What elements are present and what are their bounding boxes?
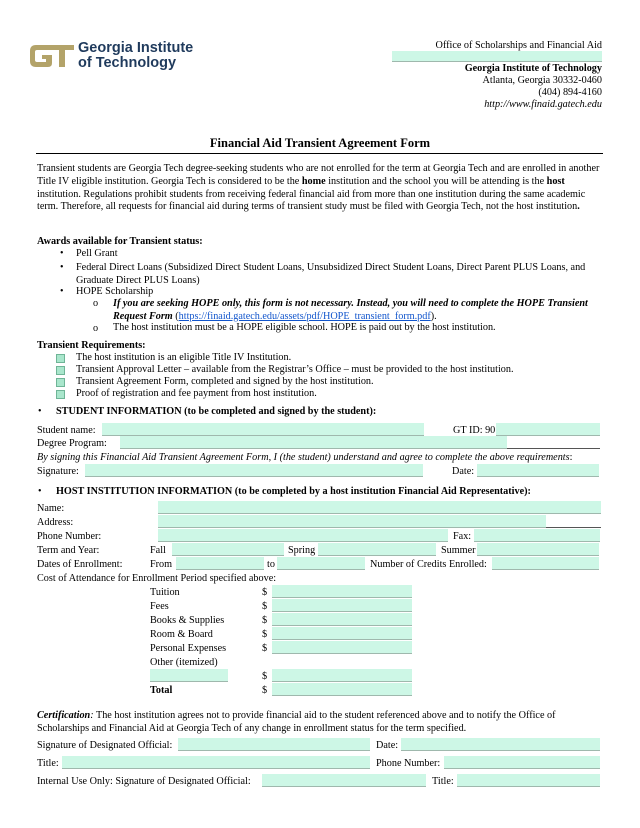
student-date-field[interactable] xyxy=(477,464,599,477)
to-label: to xyxy=(267,559,275,570)
host-address-field[interactable] xyxy=(158,515,546,528)
to-date-field[interactable] xyxy=(277,557,365,570)
institution-name: Georgia Institute of Technology xyxy=(464,63,602,74)
host-fax-label: Fax: xyxy=(453,531,472,542)
title-rule xyxy=(36,153,603,154)
official-signature-label: Signature of Designated Official: xyxy=(37,740,173,751)
sub-bullet: o xyxy=(93,323,99,334)
summer-field[interactable] xyxy=(477,543,599,556)
institution-phone: (404) 894-4160 xyxy=(538,87,602,98)
credits-field[interactable] xyxy=(492,557,599,570)
cost-item-label: Books & Supplies xyxy=(150,615,225,626)
cost-item-label: Fees xyxy=(150,601,169,612)
dollar-sign: $ xyxy=(262,643,268,654)
dollar-sign: $ xyxy=(262,601,268,612)
awards-heading: Awards available for Transient status: xyxy=(37,236,203,247)
dollar-sign: $ xyxy=(262,587,268,598)
official-phone-label: Phone Number: xyxy=(376,758,441,769)
requirement-checkbox[interactable] xyxy=(56,354,65,363)
award-item: Pell Grant xyxy=(76,248,118,259)
spring-field[interactable] xyxy=(318,543,436,556)
hope-form-link[interactable]: https://finaid.gatech.edu/assets/pdf/HOPE_transient_form.pdf xyxy=(178,310,431,322)
requirement-item: Transient Agreement Form, completed and signed by the host institution. xyxy=(76,376,374,387)
logo-line-2: of Technology xyxy=(78,55,177,71)
internal-signature-field[interactable] xyxy=(262,774,426,787)
degree-program-field[interactable] xyxy=(120,436,507,449)
degree-program-label: Degree Program: xyxy=(37,438,107,449)
dollar-sign: $ xyxy=(262,629,268,640)
bullet: • xyxy=(60,248,64,259)
student-statement: By signing this Financial Aid Transient Agreement Form, I (the student) understand and agree to complete the above requirements: xyxy=(37,452,573,463)
bullet: • xyxy=(38,486,42,497)
cost-item-label: Room & Board xyxy=(150,629,213,640)
logo-line-1: Georgia Institute xyxy=(78,40,194,56)
student-signature-label: Signature: xyxy=(37,466,79,477)
award-item: Federal Direct Loans (Subsidized Direct Student Loans, Unsubsidized Direct Student Loans, Direct Parent PLUS Loans, and Graduate Direct PLUS Loans) xyxy=(76,262,586,286)
official-signature-field[interactable] xyxy=(178,738,370,751)
degree-program-line xyxy=(507,448,600,449)
official-date-label: Date: xyxy=(376,740,399,751)
coa-label: Cost of Attendance for Enrollment Period specified above: xyxy=(37,573,277,584)
books-supplies-field[interactable] xyxy=(272,613,412,626)
from-label: From xyxy=(150,559,173,570)
other-itemized-label: Other (itemized) xyxy=(150,657,218,668)
gt-id-field[interactable] xyxy=(496,423,600,436)
host-phone-label: Phone Number: xyxy=(37,531,102,542)
requirement-item: Proof of registration and fee payment from host institution. xyxy=(76,388,317,399)
certification-text: Certification: The host institution agrees not to provide financial aid to the student referenced above and to notify the Office of Scholarships and Financial Aid at Georgia Tech of any change in enrollment status for the term specified. xyxy=(37,710,556,734)
award-item: HOPE Scholarship xyxy=(76,286,154,297)
institution-city: Atlanta, Georgia 30332-0460 xyxy=(482,75,602,86)
host-heading: HOST INSTITUTION INFORMATION (to be completed by a host institution Financial Aid Representative): xyxy=(56,486,531,497)
gt-logo-mark-icon xyxy=(30,43,74,69)
requirement-checkbox[interactable] xyxy=(56,366,65,375)
bullet: • xyxy=(60,286,64,297)
dollar-sign: $ xyxy=(262,671,268,682)
hope-eligible-note: The host institution must be a HOPE eligible school. HOPE is paid out by the host institution. xyxy=(113,322,496,333)
official-title-label: Title: xyxy=(37,758,59,769)
internal-title-field[interactable] xyxy=(457,774,600,787)
from-date-field[interactable] xyxy=(176,557,264,570)
hope-note: If you are seeking HOPE only, this form is not necessary. Instead, you will need to complete the HOPE Transient Request Form (https://finaid.gatech.edu/assets/pdf/HOPE_transient_form.pdf). xyxy=(113,298,588,322)
summer-label: Summer xyxy=(441,545,476,556)
internal-signature-label: Internal Use Only: Signature of Designated Official: xyxy=(37,776,251,787)
other-item-name-field[interactable] xyxy=(150,669,228,682)
other-amount-field[interactable] xyxy=(272,669,412,682)
student-signature-field[interactable] xyxy=(85,464,423,477)
student-name-field[interactable] xyxy=(102,423,424,436)
office-field[interactable] xyxy=(392,51,602,62)
host-phone-field[interactable] xyxy=(158,529,448,542)
requirement-checkbox[interactable] xyxy=(56,390,65,399)
student-heading: STUDENT INFORMATION (to be completed and signed by the student): xyxy=(56,406,377,417)
host-name-label: Name: xyxy=(37,503,65,514)
student-name-label: Student name: xyxy=(37,425,96,436)
fall-field[interactable] xyxy=(172,543,284,556)
dates-enrollment-label: Dates of Enrollment: xyxy=(37,559,123,570)
fees-field[interactable] xyxy=(272,599,412,612)
host-name-field[interactable] xyxy=(158,501,601,514)
dollar-sign: $ xyxy=(262,615,268,626)
bullet: • xyxy=(60,262,64,273)
cost-item-label: Tuition xyxy=(150,587,180,598)
host-address-label: Address: xyxy=(37,517,74,528)
internal-title-label: Title: xyxy=(432,776,454,787)
tuition-field[interactable] xyxy=(272,585,412,598)
personal-expenses-field[interactable] xyxy=(272,641,412,654)
form-title: Financial Aid Transient Agreement Form xyxy=(209,136,431,150)
term-year-label: Term and Year: xyxy=(37,545,100,556)
total-label: Total xyxy=(150,685,173,696)
student-date-label: Date: xyxy=(452,466,475,477)
credits-label: Number of Credits Enrolled: xyxy=(370,559,487,570)
host-address-line xyxy=(546,527,601,528)
intro-paragraph: Transient students are Georgia Tech degree-seeking students who are not enrolled for the term at Georgia Tech and are enrolled in another Title IV eligible institution. Georgia Tech is considered to be the home institution and the school you will be attending is the host institution. Regulations prohibit students from receiving federal financial aid from more than one institution during the same academic term. Therefore, all requests for financial aid during terms of transient study must be filed with Georgia Tech, not the host institution. xyxy=(37,163,600,213)
bullet: • xyxy=(38,406,42,417)
gt-id-label: GT ID: 90 xyxy=(453,425,496,436)
fall-label: Fall xyxy=(150,545,166,556)
requirements-heading: Transient Requirements: xyxy=(37,340,146,351)
official-date-field[interactable] xyxy=(401,738,600,751)
total-field[interactable] xyxy=(272,683,412,696)
host-fax-field[interactable] xyxy=(474,529,600,542)
room-board-field[interactable] xyxy=(272,627,412,640)
gt-logo xyxy=(30,40,210,74)
spring-label: Spring xyxy=(288,545,316,556)
sub-bullet: o xyxy=(93,298,99,309)
requirement-checkbox[interactable] xyxy=(56,378,65,387)
official-title-field[interactable] xyxy=(62,756,370,769)
requirement-item: Transient Approval Letter – available from the Registrar’s Office – must be provided to the host institution. xyxy=(76,364,514,375)
cost-item-label: Personal Expenses xyxy=(150,643,227,654)
institution-url[interactable]: http://www.finaid.gatech.edu xyxy=(484,99,602,110)
dollar-sign: $ xyxy=(262,685,268,696)
office-name: Office of Scholarships and Financial Aid xyxy=(435,40,602,51)
official-phone-field[interactable] xyxy=(444,756,600,769)
requirement-item: The host institution is an eligible Title IV Institution. xyxy=(76,352,292,363)
